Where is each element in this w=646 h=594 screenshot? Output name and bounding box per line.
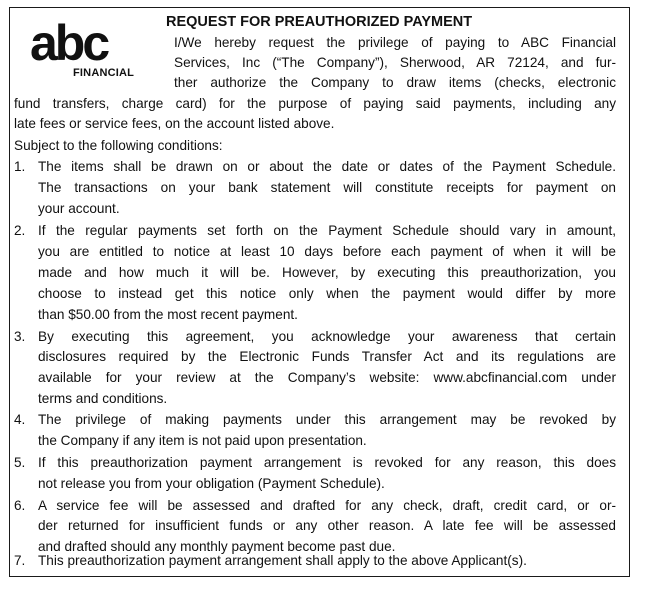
condition-number: 3.	[14, 329, 26, 344]
intro-line: ther authorize the Company to draw items (checks, electronic	[174, 75, 616, 90]
condition-line: The transactions on your bank statement will constitute receipts for payment on	[38, 180, 616, 195]
condition-line: By executing this agreement, you acknowledge your awareness that certain	[38, 329, 616, 344]
intro-line: late fees or service fees, on the account listed above.	[14, 116, 335, 131]
condition-line: terms and conditions.	[38, 391, 168, 406]
condition-line: A service fee will be assessed and drafted for any check, draft, credit card, or or-	[38, 498, 616, 513]
condition-line: If this preauthorization payment arrangement is revoked for any reason, this does	[38, 455, 616, 470]
condition-number: 5.	[14, 455, 26, 470]
condition-line: If the regular payments set forth on the Payment Schedule should vary in amount,	[38, 223, 616, 238]
condition-line: choose to instead get this notice only when the payment would differ by more	[38, 286, 616, 301]
document-title: REQUEST FOR PREAUTHORIZED PAYMENT	[166, 14, 473, 30]
condition-line: the Company if any item is not paid upon presentation.	[38, 433, 367, 448]
condition-number: 6.	[14, 498, 26, 513]
abc-financial-logo	[30, 15, 138, 84]
condition-line: and drafted should any monthly payment become past due.	[38, 539, 396, 554]
intro-line: I/We hereby request the privilege of paying to ABC Financial	[174, 35, 616, 50]
condition-line: made and how much it will be. However, by executing this preauthorization, you	[38, 265, 616, 280]
intro-line: fund transfers, charge card) for the purpose of paying said payments, including any	[14, 96, 616, 111]
condition-line: disclosures required by the Electronic Funds Transfer Act and its regulations are	[38, 349, 616, 364]
condition-number: 7.	[14, 553, 26, 568]
condition-line: not release you from your obligation (Payment Schedule).	[38, 476, 385, 491]
subject-line: Subject to the following conditions:	[14, 138, 223, 153]
intro-line: Services, Inc (“The Company”), Sherwood, AR 72124, and fur-	[174, 55, 616, 70]
condition-number: 1.	[14, 159, 26, 174]
condition-line: you are entitled to notice at least 10 days before each payment of when it will be	[38, 244, 616, 259]
condition-number: 4.	[14, 412, 26, 427]
condition-line: your account.	[38, 201, 120, 216]
condition-line: der returned for insufficient funds or any other reason. A late fee will be assessed	[38, 518, 616, 533]
condition-line: This preauthorization payment arrangement shall apply to the above Applicant(s).	[38, 553, 527, 568]
condition-line: The items shall be drawn on or about the date or dates of the Payment Schedule.	[38, 159, 616, 174]
condition-line: available for your review at the Company’s website: www.abcfinancial.com under	[38, 370, 616, 385]
condition-number: 2.	[14, 223, 26, 238]
logo-subtitle: FINANCIAL	[73, 67, 135, 79]
condition-line: The privilege of making payments under this arrangement may be revoked by	[38, 412, 616, 427]
logo-wordmark: abc	[30, 15, 108, 71]
condition-line: than $50.00 from the most recent payment.	[38, 307, 298, 322]
